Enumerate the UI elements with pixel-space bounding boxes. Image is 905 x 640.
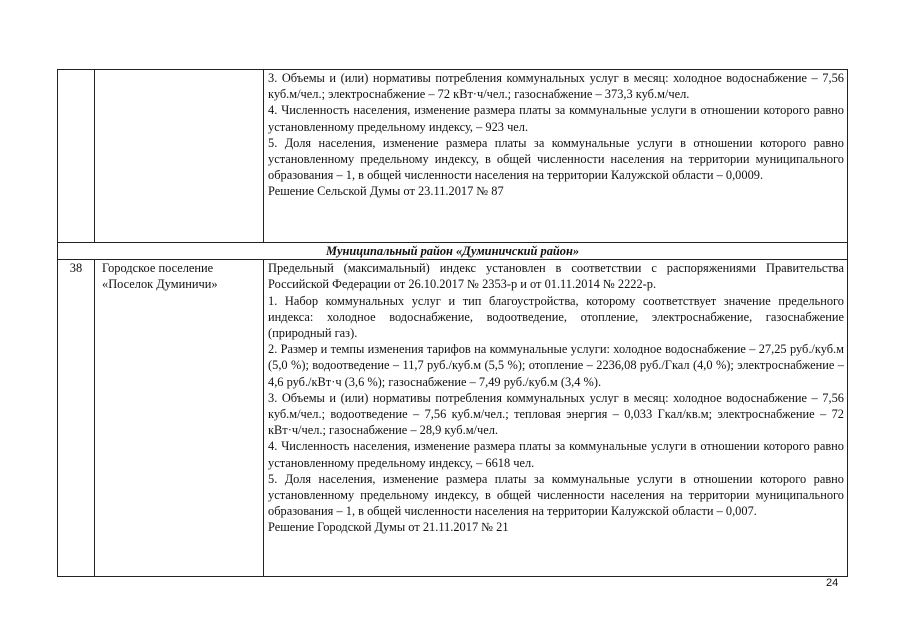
table-row — [58, 260, 848, 577]
number-cell — [58, 70, 95, 243]
paragraph: Предельный (максимальный) индекс установлен в соответствии с распоряжениями Правительства Российской Федерации от 26.10.2017 № 2353-р и от 01.11.2014 № 2222-р. — [268, 261, 844, 292]
paragraph: 4. Численность населения, изменение размера платы за коммунальные услуги в отношении которого равно установленному предельному индексу, – 923 чел. — [268, 103, 844, 134]
municipality-cell — [95, 70, 264, 243]
page-number: 24 — [826, 577, 839, 589]
section-row — [58, 243, 848, 260]
description-cell — [264, 70, 848, 243]
paragraph: 5. Доля населения, изменение размера платы за коммунальные услуги в отношении которого равно установленному предельному индексу, в общей численности населения на территории муниципального образования – 1, в общей численности населения на территории Калужской области – 0,007. — [268, 471, 844, 519]
decision-reference: Решение Сельской Думы от 23.11.2017 № 87 — [268, 184, 504, 199]
table-row — [58, 70, 848, 243]
document-table — [57, 69, 848, 577]
description-cell — [264, 260, 848, 577]
row-number: 38 — [58, 260, 95, 577]
paragraph: 1. Набор коммунальных услуг и тип благоустройства, которому соответствует значение предельного индекса: холодное водоснабжение, водоотведение, отопление, электроснабжение, газоснабжение (природный газ). — [268, 293, 844, 341]
paragraph: 5. Доля населения, изменение размера платы за коммунальные услуги в отношении которого равно установленному предельному индексу, в общей численности населения на территории муниципального образования – 1, в общей численности населения на территории Калужской области – 0,0009. — [268, 135, 844, 183]
paragraph: 4. Численность населения, изменение размера платы за коммунальные услуги в отношении которого равно установленному предельному индексу, – 6618 чел. — [268, 439, 844, 470]
municipality-name: Городское поселение «Поселок Думиничи» — [95, 260, 264, 577]
decision-reference: Решение Городской Думы от 21.11.2017 № 21 — [268, 520, 509, 535]
section-title: Муниципальный район «Думиничский район» — [58, 243, 848, 260]
paragraph: 2. Размер и темпы изменения тарифов на коммунальные услуги: холодное водоснабжение – 27,25 руб./куб.м (5,0 %); водоотведение – 11,7 руб./куб.м (5,5 %); отопление – 2236,08 руб./Гкал (4,0 %); электроснабжение – 4,6 руб./кВт·ч (3,6 %); газоснабжение – 7,49 руб./куб.м (3,4 %). — [268, 342, 844, 389]
paragraph: 3. Объемы и (или) нормативы потребления коммунальных услуг в месяц: холодное водоснабжение – 7,56 куб.м/чел.; электроснабжение – 72 кВт·ч/чел.; газоснабжение – 373,3 куб.м/чел. — [268, 71, 844, 102]
paragraph: 3. Объемы и (или) нормативы потребления коммунальных услуг в месяц: холодное водоснабжение – 7,56 куб.м/чел.; водоотведение – 7,56 куб.м/чел.; тепловая энергия – 0,033 Гкал/кв.м; электроснабжение – 72 кВт·ч/чел.; газоснабжение – 28,9 куб.м/чел. — [268, 390, 844, 438]
